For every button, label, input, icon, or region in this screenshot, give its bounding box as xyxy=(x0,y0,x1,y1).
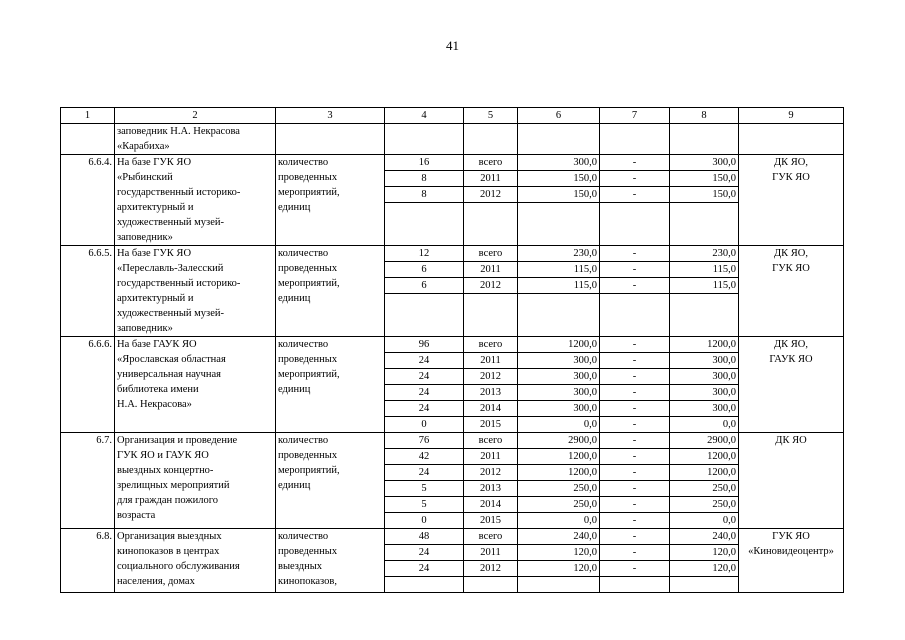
text-line: ГАУК ЯО xyxy=(769,354,813,365)
empty-cell xyxy=(464,124,518,155)
empty-cell xyxy=(739,124,844,155)
text-line: ДК ЯО, xyxy=(773,339,808,350)
text-line: выездных xyxy=(278,561,323,572)
quantity-cell: 24 xyxy=(385,369,464,385)
header-cell-9: 9 xyxy=(739,108,844,124)
federal-cell: - xyxy=(600,262,670,278)
total-cell: 115,0 xyxy=(518,278,600,294)
empty-cell xyxy=(385,577,464,593)
period-cell: всего xyxy=(464,433,518,449)
item-indicator xyxy=(276,155,385,246)
total-cell: 0,0 xyxy=(518,417,600,433)
text-line: художественный музей- xyxy=(117,217,224,228)
text-line: проведенных xyxy=(278,354,338,365)
total-cell: 1200,0 xyxy=(518,465,600,481)
total-cell: 150,0 xyxy=(518,187,600,203)
text-line: «Ярославская областная xyxy=(117,354,226,365)
quantity-cell: 42 xyxy=(385,449,464,465)
item-executor xyxy=(739,246,844,337)
period-cell: 2015 xyxy=(464,513,518,529)
text-line: единиц xyxy=(278,202,311,213)
regional-cell: 115,0 xyxy=(670,262,739,278)
text-line: На базе ГАУК ЯО xyxy=(117,339,197,350)
table-row xyxy=(61,337,844,353)
quantity-cell: 5 xyxy=(385,481,464,497)
item-name xyxy=(115,433,276,529)
text-line: проведенных xyxy=(278,172,338,183)
period-cell: 2013 xyxy=(464,385,518,401)
text-line: ДК ЯО xyxy=(775,435,807,446)
text-line: ГУК ЯО и ГАУК ЯО xyxy=(117,450,209,461)
header-cell-2: 2 xyxy=(115,108,276,124)
item-executor xyxy=(739,155,844,246)
federal-cell: - xyxy=(600,337,670,353)
quantity-cell: 48 xyxy=(385,529,464,545)
text-line: художественный музей- xyxy=(117,308,224,319)
empty-cell xyxy=(464,577,518,593)
period-cell: 2012 xyxy=(464,278,518,294)
text-line: государственный историко- xyxy=(117,187,241,198)
total-cell: 150,0 xyxy=(518,171,600,187)
regional-cell: 115,0 xyxy=(670,278,739,294)
text-line: мероприятий, xyxy=(278,465,340,476)
empty-cell xyxy=(518,577,600,593)
period-cell: 2012 xyxy=(464,187,518,203)
item-indicator xyxy=(276,433,385,529)
total-cell: 300,0 xyxy=(518,353,600,369)
text-line: Организация выездных xyxy=(117,531,222,542)
regional-cell: 300,0 xyxy=(670,369,739,385)
text-line: мероприятий, xyxy=(278,187,340,198)
item-name xyxy=(115,246,276,337)
text-line: зрелищных мероприятий xyxy=(117,480,230,491)
regional-cell: 300,0 xyxy=(670,385,739,401)
text-line: ГУК ЯО xyxy=(772,172,810,183)
total-cell: 115,0 xyxy=(518,262,600,278)
text-line: На базе ГУК ЯО xyxy=(117,248,192,259)
header-cell-3: 3 xyxy=(276,108,385,124)
text-line: Организация и проведение xyxy=(117,435,238,446)
empty-cell xyxy=(600,124,670,155)
period-cell: 2012 xyxy=(464,369,518,385)
header-cell-8: 8 xyxy=(670,108,739,124)
item-indicator xyxy=(276,246,385,337)
quantity-cell: 24 xyxy=(385,561,464,577)
text-line: Н.А. Некрасова» xyxy=(117,399,192,410)
text-line: мероприятий, xyxy=(278,369,340,380)
header-cell-7: 7 xyxy=(600,108,670,124)
empty-cell xyxy=(385,203,464,246)
regional-cell: 150,0 xyxy=(670,171,739,187)
federal-cell: - xyxy=(600,529,670,545)
item-code: 6.7. xyxy=(61,433,115,529)
empty-cell xyxy=(385,124,464,155)
text-line: выездных концертно- xyxy=(117,465,214,476)
quantity-cell: 24 xyxy=(385,353,464,369)
text-line: проведенных xyxy=(278,450,338,461)
regional-cell: 1200,0 xyxy=(670,465,739,481)
text-line: ДК ЯО, xyxy=(773,248,808,259)
total-cell: 300,0 xyxy=(518,385,600,401)
regional-cell: 1200,0 xyxy=(670,449,739,465)
federal-cell: - xyxy=(600,401,670,417)
text-line: «Киновидеоцентр» xyxy=(748,546,834,557)
total-cell: 300,0 xyxy=(518,155,600,171)
federal-cell: - xyxy=(600,433,670,449)
text-line: проведенных xyxy=(278,263,338,274)
total-cell: 1200,0 xyxy=(518,337,600,353)
quantity-cell: 5 xyxy=(385,497,464,513)
table-row xyxy=(61,155,844,171)
total-cell: 250,0 xyxy=(518,497,600,513)
text-line: количество xyxy=(278,435,329,446)
text-line: заповедник» xyxy=(117,232,173,243)
text-line: социального обслуживания xyxy=(117,561,240,572)
item-executor xyxy=(739,529,844,593)
total-cell: 240,0 xyxy=(518,529,600,545)
empty-cell xyxy=(670,203,739,246)
text-line: «Карабиха» xyxy=(117,141,170,152)
text-line: универсальная научная xyxy=(117,369,221,380)
text-line: единиц xyxy=(278,480,311,491)
regional-cell: 150,0 xyxy=(670,187,739,203)
empty-cell xyxy=(385,294,464,337)
period-cell: 2012 xyxy=(464,465,518,481)
header-cell-5: 5 xyxy=(464,108,518,124)
total-cell: 230,0 xyxy=(518,246,600,262)
period-cell: 2011 xyxy=(464,449,518,465)
federal-cell: - xyxy=(600,353,670,369)
text-line: единиц xyxy=(278,293,311,304)
empty-cell xyxy=(464,294,518,337)
program-table xyxy=(60,107,844,593)
federal-cell: - xyxy=(600,246,670,262)
quantity-cell: 76 xyxy=(385,433,464,449)
text-line: библиотека имени xyxy=(117,384,199,395)
header-row xyxy=(61,108,844,124)
period-cell: 2011 xyxy=(464,545,518,561)
regional-cell: 250,0 xyxy=(670,497,739,513)
text-line: проведенных xyxy=(278,546,338,557)
item-name xyxy=(115,155,276,246)
regional-cell: 1200,0 xyxy=(670,337,739,353)
regional-cell: 0,0 xyxy=(670,513,739,529)
period-cell: 2011 xyxy=(464,262,518,278)
text-line: мероприятий, xyxy=(278,278,340,289)
item-code: 6.6.4. xyxy=(61,155,115,246)
empty-cell xyxy=(464,203,518,246)
text-line: ГУК ЯО xyxy=(772,531,810,542)
code-cell xyxy=(61,124,115,155)
regional-cell: 240,0 xyxy=(670,529,739,545)
total-cell: 2900,0 xyxy=(518,433,600,449)
period-cell: 2015 xyxy=(464,417,518,433)
text-line: кинопоказов, xyxy=(278,576,337,587)
quantity-cell: 12 xyxy=(385,246,464,262)
quantity-cell: 0 xyxy=(385,417,464,433)
empty-cell xyxy=(518,124,600,155)
quantity-cell: 24 xyxy=(385,385,464,401)
header-cell-6: 6 xyxy=(518,108,600,124)
total-cell: 1200,0 xyxy=(518,449,600,465)
regional-cell: 300,0 xyxy=(670,353,739,369)
federal-cell: - xyxy=(600,187,670,203)
quantity-cell: 24 xyxy=(385,545,464,561)
item-indicator xyxy=(276,337,385,433)
period-cell: всего xyxy=(464,155,518,171)
text-line: количество xyxy=(278,157,329,168)
text-line: На базе ГУК ЯО xyxy=(117,157,192,168)
empty-cell xyxy=(670,577,739,593)
federal-cell: - xyxy=(600,513,670,529)
text-line: «Рыбинский xyxy=(117,172,173,183)
period-cell: всего xyxy=(464,337,518,353)
item-name xyxy=(115,337,276,433)
regional-cell: 120,0 xyxy=(670,561,739,577)
text-line: населения, домах xyxy=(117,576,195,587)
text-line: для граждан пожилого xyxy=(117,495,219,506)
period-cell: 2012 xyxy=(464,561,518,577)
text-line: архитектурный и xyxy=(117,293,194,304)
federal-cell: - xyxy=(600,561,670,577)
period-cell: всего xyxy=(464,529,518,545)
text-line: заповедник Н.А. Некрасова xyxy=(117,126,240,137)
total-cell: 120,0 xyxy=(518,561,600,577)
text-line: количество xyxy=(278,248,329,259)
quantity-cell: 24 xyxy=(385,465,464,481)
federal-cell: - xyxy=(600,497,670,513)
text-line: возраста xyxy=(117,510,156,521)
quantity-cell: 96 xyxy=(385,337,464,353)
total-cell: 250,0 xyxy=(518,481,600,497)
empty-cell xyxy=(600,294,670,337)
period-cell: 2013 xyxy=(464,481,518,497)
text-line: государственный историко- xyxy=(117,278,241,289)
regional-cell: 250,0 xyxy=(670,481,739,497)
federal-cell: - xyxy=(600,417,670,433)
period-cell: 2014 xyxy=(464,497,518,513)
period-cell: 2014 xyxy=(464,401,518,417)
federal-cell: - xyxy=(600,369,670,385)
page-number: 41 xyxy=(446,38,459,53)
quantity-cell: 6 xyxy=(385,278,464,294)
regional-cell: 300,0 xyxy=(670,401,739,417)
total-cell: 0,0 xyxy=(518,513,600,529)
quantity-cell: 8 xyxy=(385,171,464,187)
text-line: единиц xyxy=(278,384,311,395)
item-indicator xyxy=(276,529,385,593)
text-line: заповедник» xyxy=(117,323,173,334)
text-line: кинопоказов в центрах xyxy=(117,546,220,557)
federal-cell: - xyxy=(600,465,670,481)
empty-cell xyxy=(518,203,600,246)
item-code: 6.6.6. xyxy=(61,337,115,433)
text-line: «Переславль-Залесский xyxy=(117,263,224,274)
empty-cell xyxy=(518,294,600,337)
empty-cell xyxy=(600,203,670,246)
federal-cell: - xyxy=(600,449,670,465)
item-code: 6.8. xyxy=(61,529,115,593)
total-cell: 300,0 xyxy=(518,369,600,385)
table-row xyxy=(61,246,844,262)
text-line: ГУК ЯО xyxy=(772,263,810,274)
quantity-cell: 0 xyxy=(385,513,464,529)
header-cell-1: 1 xyxy=(61,108,115,124)
text-line: ДК ЯО, xyxy=(773,157,808,168)
regional-cell: 0,0 xyxy=(670,417,739,433)
table-body xyxy=(61,108,844,593)
table-row xyxy=(61,433,844,449)
empty-cell xyxy=(276,124,385,155)
regional-cell: 230,0 xyxy=(670,246,739,262)
federal-cell: - xyxy=(600,171,670,187)
federal-cell: - xyxy=(600,385,670,401)
table-row xyxy=(61,529,844,545)
text-line: архитектурный и xyxy=(117,202,194,213)
text-line: количество xyxy=(278,531,329,542)
empty-cell xyxy=(670,124,739,155)
empty-cell xyxy=(670,294,739,337)
empty-cell xyxy=(600,577,670,593)
quantity-cell: 6 xyxy=(385,262,464,278)
item-executor xyxy=(739,337,844,433)
name-cell xyxy=(115,124,276,155)
quantity-cell: 24 xyxy=(385,401,464,417)
federal-cell: - xyxy=(600,481,670,497)
quantity-cell: 16 xyxy=(385,155,464,171)
total-cell: 120,0 xyxy=(518,545,600,561)
item-code: 6.6.5. xyxy=(61,246,115,337)
regional-cell: 2900,0 xyxy=(670,433,739,449)
quantity-cell: 8 xyxy=(385,187,464,203)
period-cell: 2011 xyxy=(464,353,518,369)
regional-cell: 300,0 xyxy=(670,155,739,171)
regional-cell: 120,0 xyxy=(670,545,739,561)
total-cell: 300,0 xyxy=(518,401,600,417)
item-executor xyxy=(739,433,844,529)
period-cell: 2011 xyxy=(464,171,518,187)
item-name xyxy=(115,529,276,593)
continuation-row xyxy=(61,124,844,155)
federal-cell: - xyxy=(600,545,670,561)
federal-cell: - xyxy=(600,155,670,171)
federal-cell: - xyxy=(600,278,670,294)
text-line: количество xyxy=(278,339,329,350)
period-cell: всего xyxy=(464,246,518,262)
header-cell-4: 4 xyxy=(385,108,464,124)
